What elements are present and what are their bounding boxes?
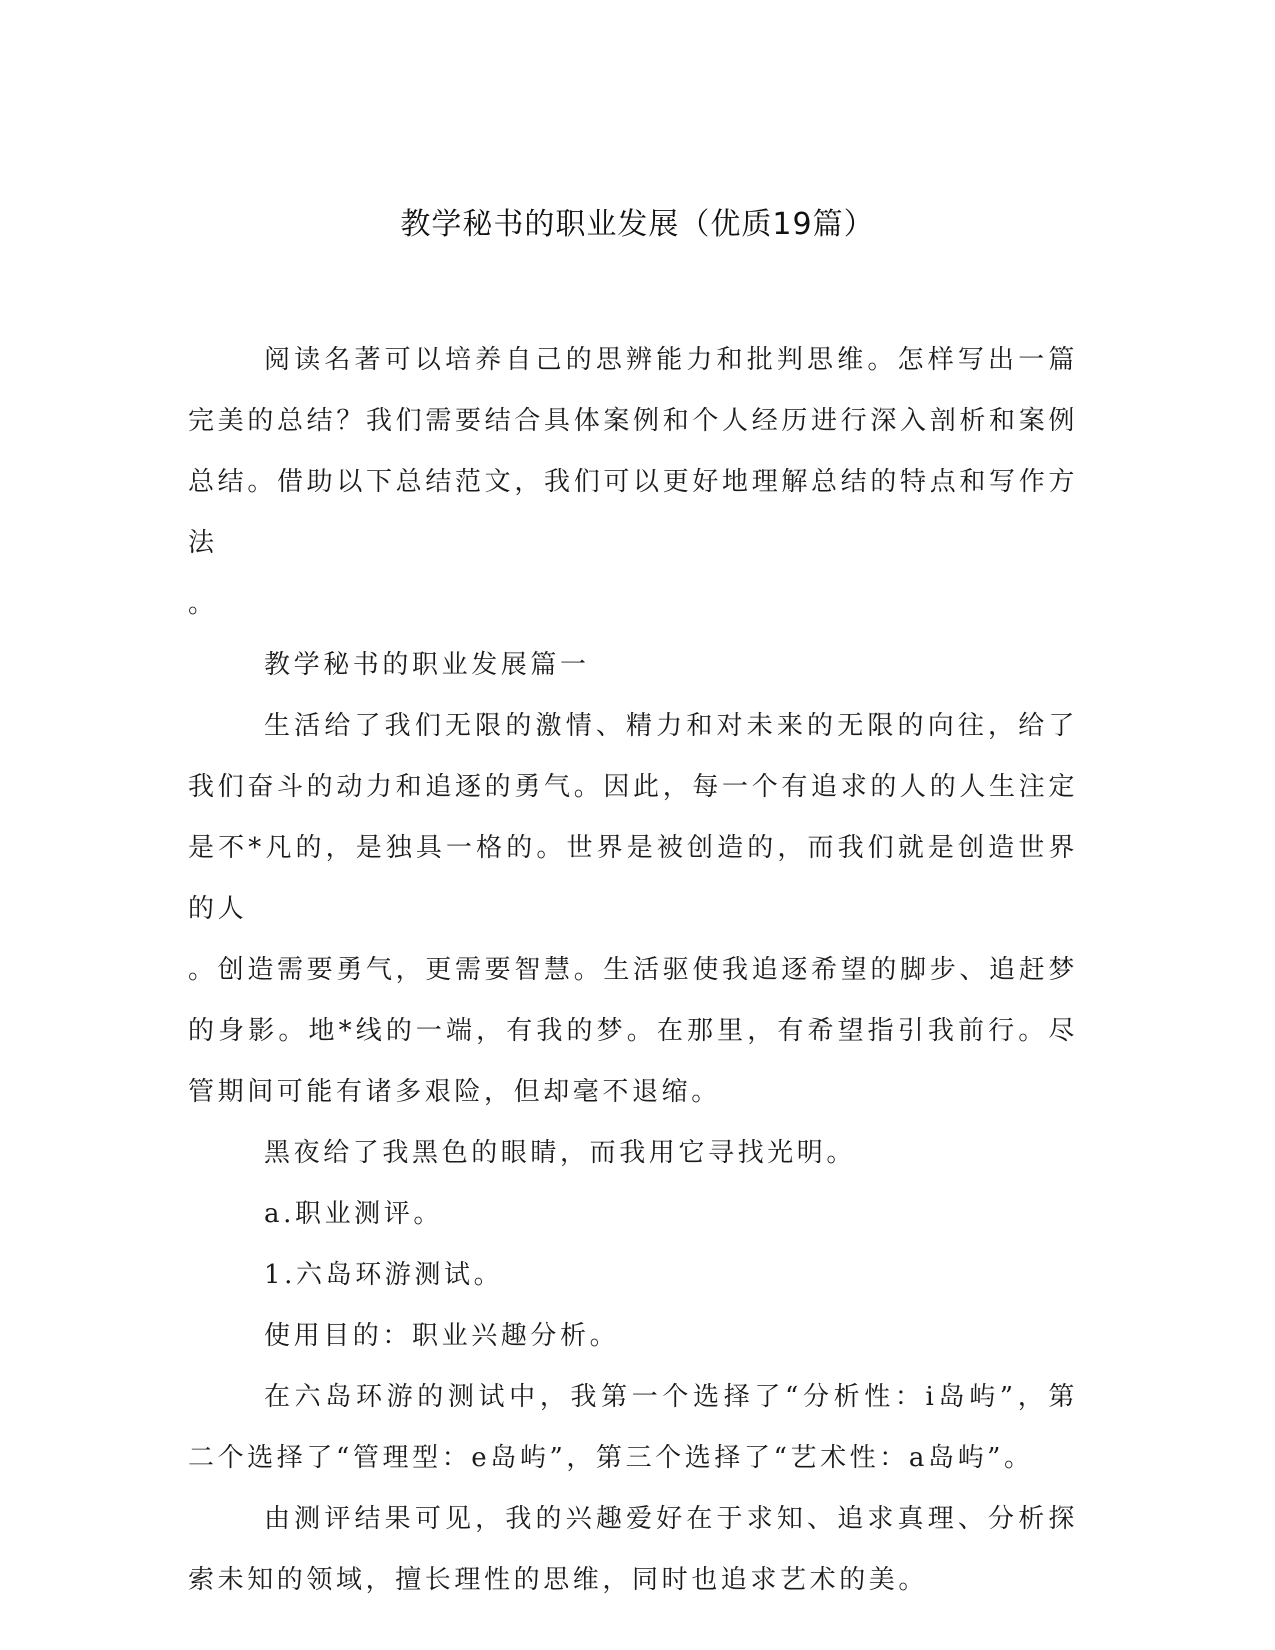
list-item: 1.六岛环游测试。 <box>264 1260 504 1290</box>
body-paragraph: 使用目的：职业兴趣分析。 <box>264 1321 620 1351</box>
intro-paragraph: 阅读名著可以培养自己的思辨能力和批判思维。怎样写出一篇完美的总结？我们需要结合具体案例和个人经历进行深入剖析和案例总结。借助以下总结范文，我们可以更好地理解总结的特点和写作方法 <box>188 345 1078 558</box>
list-heading: a.职业测评。 <box>264 1199 443 1229</box>
section-heading: 教学秘书的职业发展篇一 <box>264 650 590 680</box>
intro-paragraph-tail: 。 <box>188 589 218 619</box>
body-paragraph: 黑夜给了我黑色的眼睛，而我用它寻找光明。 <box>264 1138 857 1168</box>
body-paragraph: 由测评结果可见，我的兴趣爱好在于求知、追求真理、分析探索未知的领域，擅长理性的思维，同时也追求艺术的美。 <box>188 1504 1078 1595</box>
body-paragraph-continued: 。创造需要勇气，更需要智慧。生活驱使我追逐希望的脚步、追赶梦的身影。地*线的一端，有我的梦。在那里，有希望指引我前行。尽管期间可能有诸多艰险，但却毫不退缩。 <box>188 955 1078 1107</box>
document-title: 教学秘书的职业发展（优质19篇） <box>400 207 875 242</box>
body-paragraph: 在六岛环游的测试中，我第一个选择了“分析性：i岛屿”，第二个选择了“管理型：e岛屿”，第三个选择了“艺术性：a岛屿”。 <box>188 1382 1078 1473</box>
document-body <box>188 330 1078 1611</box>
body-paragraph: 生活给了我们无限的激情、精力和对未来的无限的向往，给了我们奋斗的动力和追逐的勇气。因此，每一个有追求的人的人生注定是不*凡的，是独具一格的。世界是被创造的，而我们就是创造世界的人 <box>188 711 1078 924</box>
